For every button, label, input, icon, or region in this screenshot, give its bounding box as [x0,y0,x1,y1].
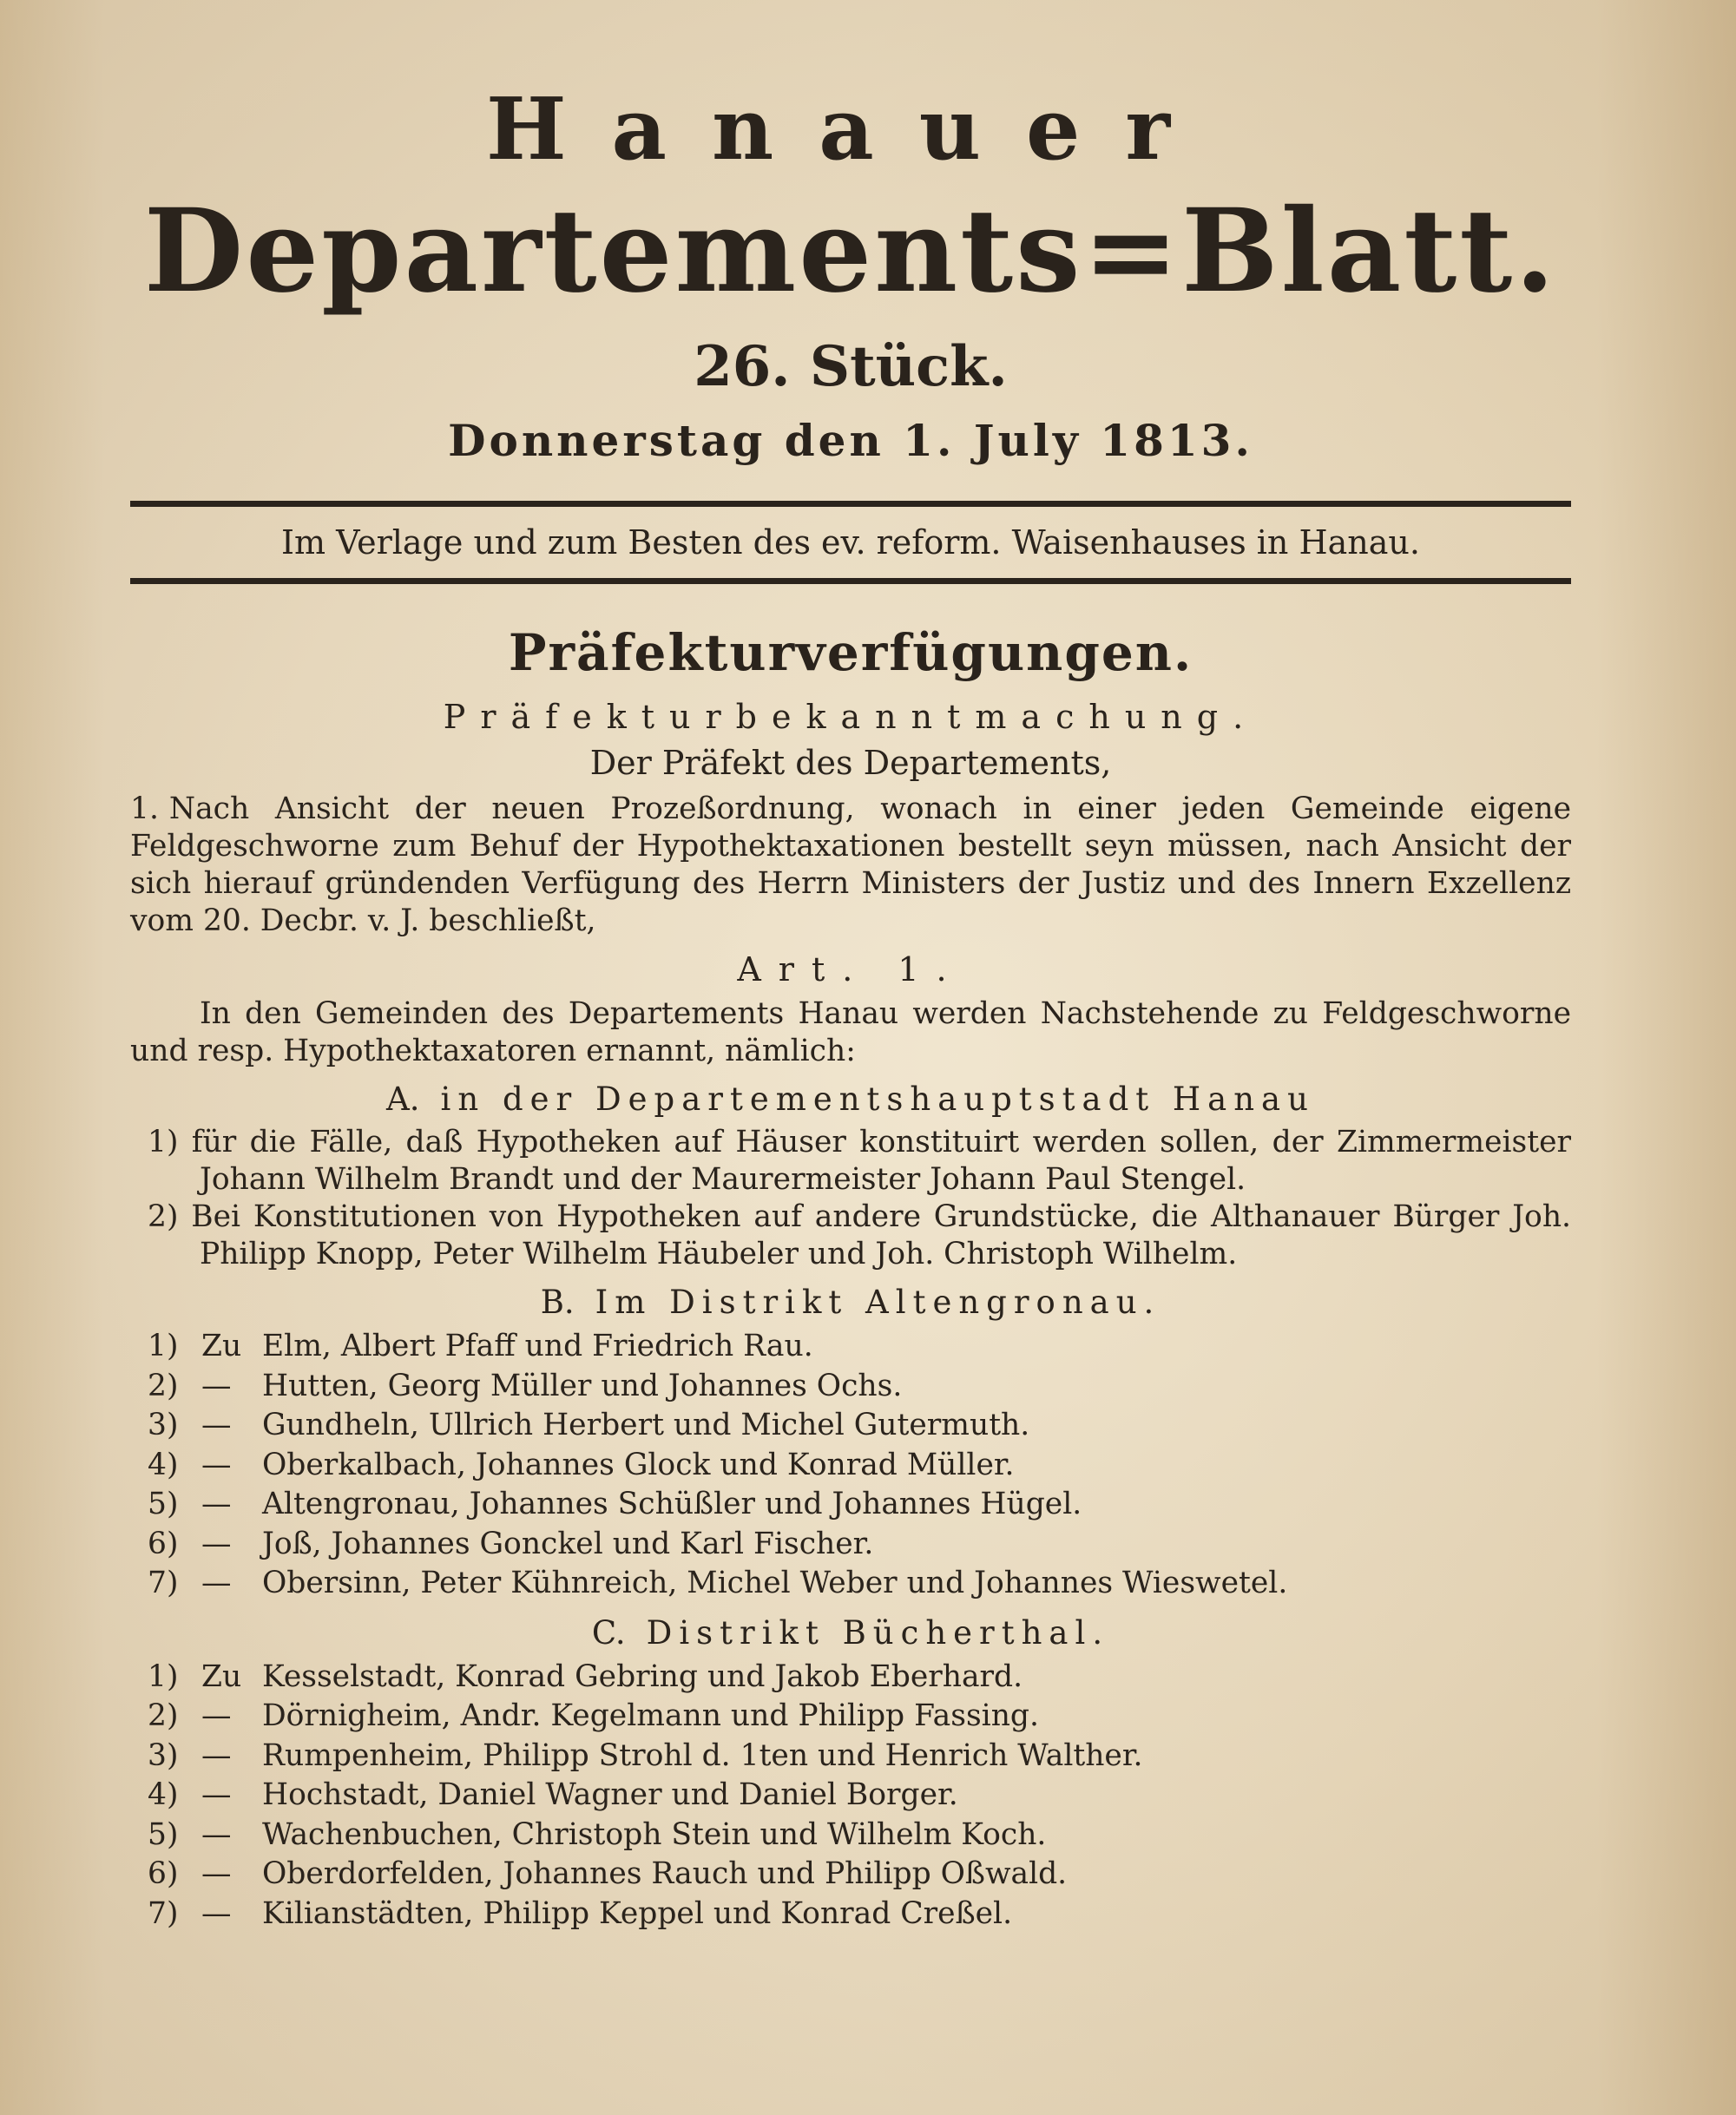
item-prefix: — [201,1487,232,1521]
item-text: Elm, Albert Pfaff und Friedrich Rau. [262,1329,813,1363]
item-number: 5) [148,1487,179,1521]
part-a-letter: A. [386,1080,420,1118]
item-prefix: — [201,1856,232,1891]
part-b-list [130,1327,1571,1604]
intro-paragraph [130,791,1571,940]
list-item [130,1855,1571,1895]
item-prefix: — [201,1408,232,1442]
item-number: 2) [148,1368,179,1403]
item-text: Hochstadt, Daniel Wagner und Daniel Borger. [262,1777,958,1812]
list-item [130,1697,1571,1737]
item-text: Bei Konstitutionen von Hypotheken auf andere Grundstücke, die Althanauer Bürger Joh. Philipp Knopp, Peter Wilhelm Häubeler und Joh. Christoph Wilhelm. [191,1199,1572,1271]
item-number: 2) [148,1199,179,1234]
item-number: 1) [148,1329,179,1363]
item-text: Rumpenheim, Philipp Strohl d. 1ten und Henrich Walther. [262,1737,1143,1773]
list-item [130,1124,1571,1199]
intro-number: 1. [130,791,159,826]
item-prefix: — [201,1698,232,1733]
item-prefix: — [201,1777,232,1812]
part-b-letter: B. [540,1284,575,1321]
list-item [130,1816,1571,1856]
item-text: für die Fälle, daß Hypotheken auf Häuser konstituirt werden sollen, der Zimmermeister Johann Wilhelm Brandt und der Maurermeister Johann Paul Stengel. [191,1125,1571,1197]
list-item [130,1895,1571,1934]
item-text: Gundheln, Ullrich Herbert und Michel Gutermuth. [262,1408,1030,1442]
top-rule [130,501,1571,507]
item-number: 4) [148,1447,179,1482]
item-number: 1) [148,1659,179,1694]
item-prefix: — [201,1526,232,1561]
masthead-top: Hanauer [485,80,1216,180]
part-c-letter: C. [591,1613,626,1652]
prefect-line: Der Präfekt des Departements, [589,744,1112,782]
list-item [130,1658,1571,1698]
list-item [130,1564,1571,1604]
part-a-list [130,1124,1571,1273]
item-text: Joß, Johannes Gonckel und Karl Fischer. [262,1526,874,1561]
item-text: Oberkalbach, Johannes Glock und Konrad Müller. [262,1447,1015,1482]
section-subtitle: Präfekturbekanntmachung. [443,698,1259,736]
part-a-heading [130,1079,1571,1120]
item-prefix: — [201,1816,232,1852]
item-prefix: — [201,1895,232,1931]
part-c-title: Distrikt Bücherthal. [646,1613,1110,1652]
item-number: 7) [148,1895,179,1931]
item-number: 3) [148,1408,179,1442]
item-number: 1) [148,1125,179,1159]
item-prefix: — [201,1447,232,1482]
part-b-title: Im Distrikt Altengronau. [595,1284,1161,1321]
item-text: Oberdorfelden, Johannes Rauch und Philipp Oßwald. [262,1856,1068,1891]
item-prefix: — [201,1368,232,1403]
section-title: Präfekturverfügungen. [508,623,1194,682]
list-item [130,1327,1571,1367]
publisher-line: Im Verlage und zum Besten des ev. reform. Waisenhauses in Hanau. [281,523,1420,562]
masthead-title: Departements=Blatt. [143,184,1558,319]
issue-date: Donnerstag den 1. July 1813. [448,415,1253,466]
item-number: 6) [148,1526,179,1561]
list-item [130,1406,1571,1446]
item-number: 4) [148,1777,179,1812]
list-item [130,1525,1571,1565]
item-prefix: Zu [201,1659,242,1694]
item-number: 2) [148,1698,179,1733]
intro-text: Nach Ansicht der neuen Prozeßordnung, wonach in einer jeden Gemeinde eigene Feldgeschworne zum Behuf der Hypothektaxationen bestellt seyn müssen, nach Ansicht der sich hierauf gründenden Verfügung des Herrn Ministers der Justiz und des Innern Exzellenz vom 20. Decbr. v. J. beschließt, [130,791,1571,938]
list-item [130,1199,1571,1273]
item-text: Kesselstadt, Konrad Gebring und Jakob Eberhard. [262,1659,1023,1694]
bottom-rule [130,578,1571,584]
list-item [130,1485,1571,1525]
list-item [130,1446,1571,1486]
part-a-title: in der Departementshauptstadt Hanau [440,1080,1315,1118]
list-item [130,1776,1571,1816]
part-b-heading [130,1282,1571,1324]
article-heading: Art. 1. [737,950,964,989]
item-prefix: — [201,1566,232,1600]
item-prefix: Zu [201,1329,242,1363]
part-c-heading [130,1613,1571,1654]
item-number: 5) [148,1816,179,1852]
item-text: Hutten, Georg Müller und Johannes Ochs. [262,1368,903,1403]
item-number: 7) [148,1566,179,1600]
item-text: Wachenbuchen, Christoph Stein und Wilhelm Koch. [262,1816,1047,1852]
item-prefix: — [201,1737,232,1773]
item-text: Kilianstädten, Philipp Keppel und Konrad Creßel. [262,1895,1013,1931]
part-c-list [130,1658,1571,1934]
item-number: 3) [148,1737,179,1773]
article-text: In den Gemeinden des Departements Hanau werden Nachstehende zu Feldgeschworne und resp. Hypothektaxatoren ernannt, nämlich: [130,996,1571,1068]
list-item [130,1367,1571,1407]
item-number: 6) [148,1856,179,1891]
item-text: Obersinn, Peter Kühnreich, Michel Weber und Johannes Wieswetel. [262,1566,1288,1600]
list-item [130,1737,1571,1777]
item-text: Dörnigheim, Andr. Kegelmann und Philipp Fassing. [262,1698,1039,1733]
item-text: Altengronau, Johannes Schüßler und Johannes Hügel. [262,1487,1082,1521]
issue-number: 26. Stück. [694,334,1008,399]
